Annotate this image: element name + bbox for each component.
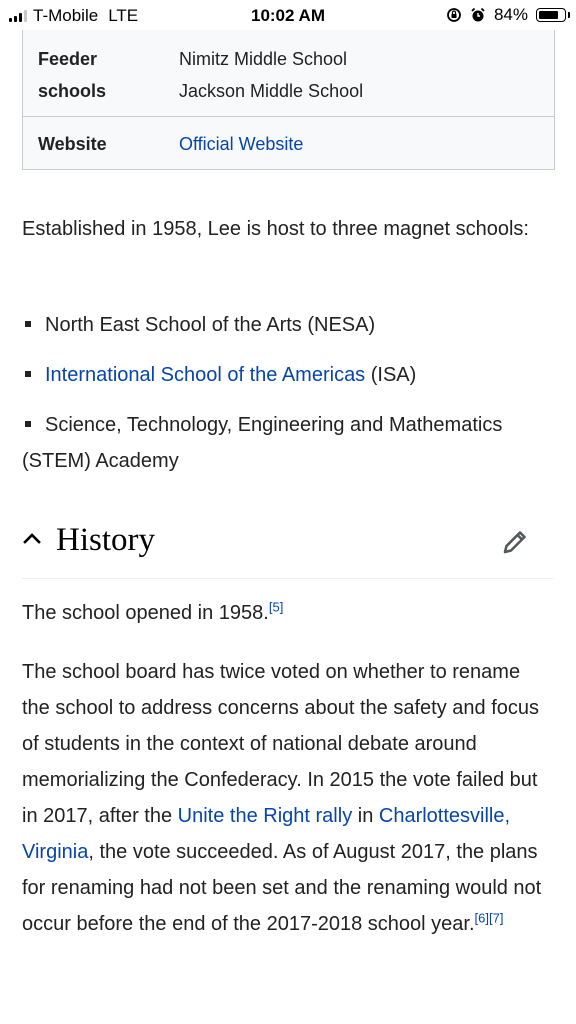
carrier-name: T-Mobile — [33, 6, 99, 25]
infobox-label-feeder-schools: Feeder schools — [38, 49, 107, 101]
paragraph-text: The school opened in 1958. — [22, 602, 269, 624]
history-section-heading[interactable] — [22, 518, 553, 579]
charlottesville-virginia-link[interactable]: Charlottesville, Virginia — [22, 805, 511, 863]
history-paragraph-1 — [22, 595, 552, 631]
infobox-value-website — [179, 128, 303, 160]
infobox — [22, 30, 555, 170]
bullet-icon — [25, 421, 31, 427]
lock-rotation-icon — [446, 7, 462, 23]
bullet-icon — [25, 371, 31, 377]
reference-link[interactable]: [5] — [268, 599, 284, 615]
feeder-school: Nimitz Middle School — [179, 49, 348, 69]
status-bar-right — [446, 5, 566, 25]
infobox-label-website: Website — [38, 134, 107, 154]
history-paragraph-2 — [22, 654, 552, 942]
list-item-text: Science, Technology, Engineering and Mathematics (STEM) Academy — [22, 414, 503, 472]
network-type: LTE — [108, 6, 139, 25]
isa-link[interactable]: International School of the Americas — [45, 364, 366, 386]
alarm-icon — [470, 7, 486, 23]
infobox-row-website — [23, 116, 554, 171]
reference-link[interactable]: [7] — [489, 910, 504, 926]
list-item — [22, 407, 552, 479]
paragraph-text: in — [352, 805, 379, 827]
chevron-up-icon[interactable] — [22, 528, 42, 548]
paragraph-text: , the vote succeeded. As of August 2017, the plans for renaming had not been set and the renaming would not occur before the end of the 2017-2018 school year. — [22, 841, 542, 935]
intro-paragraph: Established in 1958, Lee is host to three magnet schools: — [22, 218, 529, 240]
infobox-row-feeder-schools — [23, 30, 554, 116]
infobox-value-feeder-schools — [179, 43, 363, 107]
battery-icon — [536, 8, 566, 22]
paragraph-text: The school board has twice voted on whether to rename the school to address concerns about the safety and focus of students in the context of national debate around memorializing the Confederacy. In 2015 the vote failed but in 2017, after the — [22, 661, 539, 827]
section-title: History — [56, 522, 155, 558]
unite-the-right-rally-link[interactable]: Unite the Right rally — [177, 805, 353, 827]
battery-percent: 84% — [493, 5, 528, 24]
bullet-icon — [25, 321, 31, 327]
list-item — [22, 357, 552, 393]
edit-pencil-icon[interactable] — [501, 528, 529, 556]
list-item — [22, 307, 552, 343]
status-bar — [0, 0, 576, 32]
list-item-text: (ISA) — [365, 364, 417, 386]
reference-link[interactable]: [6] — [474, 910, 490, 926]
feeder-school: Jackson Middle School — [179, 81, 364, 101]
list-item-text: North East School of the Arts (NESA) — [45, 314, 376, 336]
official-website-link[interactable]: Official Website — [179, 134, 304, 154]
status-time: 10:02 AM — [250, 6, 325, 25]
battery-level-fill — [539, 11, 558, 19]
